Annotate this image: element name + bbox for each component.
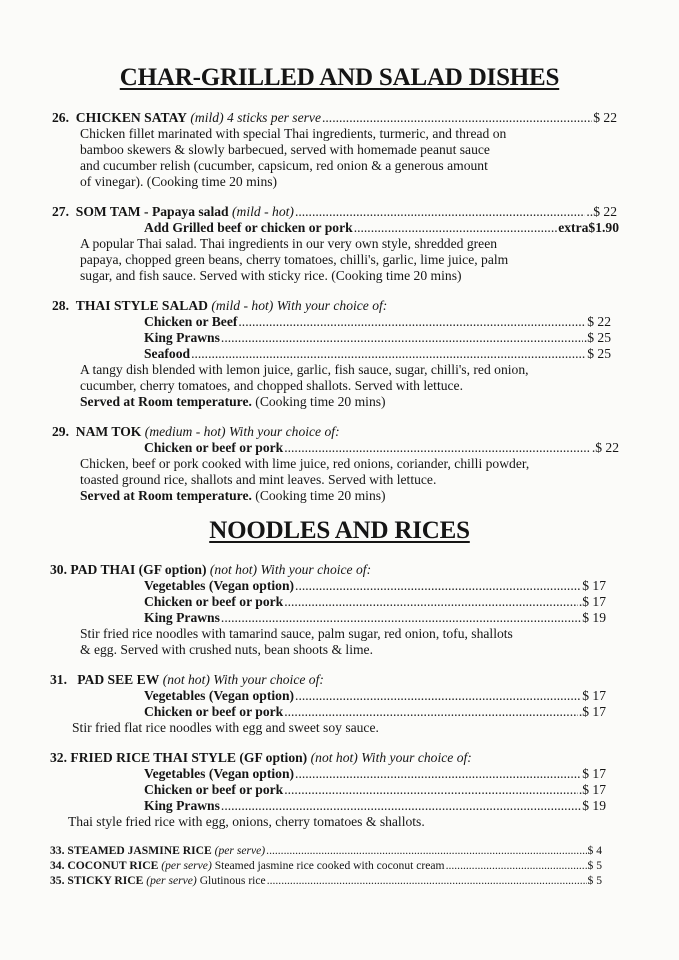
item-option	[144, 314, 611, 330]
leader-dots	[322, 110, 592, 126]
item-name: STICKY RICE	[67, 874, 144, 887]
item-note: (mild - hot) With your choice of:	[211, 298, 388, 313]
leader-dots	[284, 440, 591, 456]
option-label: King Prawns	[144, 330, 220, 345]
item-price: ..$ 22	[586, 204, 617, 219]
menu-item-27-extra	[144, 220, 619, 236]
item-note: (not hot) With your choice of:	[162, 672, 324, 687]
leader-dots	[446, 859, 587, 873]
leader-dots	[191, 346, 586, 362]
item-note: (mild - hot)	[232, 204, 294, 219]
cooking-time: (Cooking time 20 mins)	[251, 488, 386, 503]
leader-dots	[354, 220, 558, 236]
item-description-line: Chicken, beef or pork cooked with lime juice, red onions, coriander, chilli powder,	[80, 456, 530, 471]
section-title-char-grilled: CHAR-GRILLED AND SALAD DISHES	[119, 64, 560, 91]
item-description-line: Stir fried flat rice noodles with egg and sweet soy sauce.	[72, 720, 379, 735]
item-option	[144, 704, 606, 720]
item-note: (medium - hot) With your choice of:	[144, 424, 340, 439]
option-price: .$ 17	[578, 782, 606, 797]
section-title-noodles: NOODLES AND RICES	[209, 517, 470, 544]
cooking-time: (Cooking time 20 mins)	[251, 394, 386, 409]
item-option	[144, 610, 606, 626]
item-number: 31.	[50, 672, 67, 687]
option-label: Chicken or beef or pork	[144, 782, 284, 797]
leader-dots	[238, 314, 586, 330]
item-price: $ 4	[587, 844, 602, 857]
option-label: Chicken or Beef	[144, 314, 238, 329]
menu-item-31-header	[50, 672, 324, 688]
option-label: Vegetables (Vegan option)	[144, 688, 295, 703]
option-label: King Prawns	[144, 798, 220, 813]
menu-item-27-header	[52, 204, 617, 220]
leader-dots	[267, 874, 587, 888]
item-note: (per serve)	[214, 844, 266, 857]
item-option	[144, 578, 606, 594]
item-option	[144, 766, 606, 782]
leader-dots	[295, 688, 581, 704]
item-name: PAD SEE EW	[77, 672, 160, 687]
option-price: $ 25	[587, 346, 611, 361]
item-number: 28.	[52, 298, 69, 313]
option-price: $ 22	[587, 314, 611, 329]
option-label: Chicken or beef or pork	[144, 704, 284, 719]
item-description-line: of vinegar). (Cooking time 20 mins)	[80, 174, 278, 189]
option-price: $ 17	[582, 688, 606, 703]
item-description-line: Thai style fried rice with egg, onions, cherry tomatoes & shallots.	[68, 814, 425, 829]
item-description-line: cucumber, cherry tomatoes, and chopped shallots. Served with lettuce.	[80, 378, 463, 393]
item-option	[144, 688, 606, 704]
menu-item-28-header	[52, 298, 387, 314]
item-number: 26.	[52, 110, 69, 125]
item-name: STEAMED JASMINE RICE	[67, 844, 212, 857]
item-option	[144, 346, 611, 362]
menu-item-35	[50, 874, 602, 888]
item-name: SOM TAM - Papaya salad	[75, 204, 229, 219]
item-description-line: A tangy dish blended with lemon juice, garlic, fish sauce, sugar, chilli's, red onion,	[80, 362, 529, 377]
item-name: CHICKEN SATAY	[75, 110, 187, 125]
item-option	[144, 440, 619, 456]
item-number: 29.	[52, 424, 69, 439]
item-description-line: A popular Thai salad. Thai ingredients in our very own style, shredded green	[80, 236, 498, 251]
leader-dots	[284, 782, 578, 798]
item-description-line: Stir fried rice noodles with tamarind sauce, palm sugar, red onion, tofu, shallots	[80, 626, 513, 641]
item-number: 32.	[50, 750, 67, 765]
option-price: $ 17	[582, 578, 606, 593]
item-option	[144, 782, 606, 798]
item-description-line: bamboo skewers & slowly barbecued, served with homemade peanut sauce	[80, 142, 490, 157]
item-description: Glutinous rice	[199, 874, 266, 887]
item-description-line: papaya, chopped green beans, cherry tomatoes, chilli's, garlic, lime juice, palm	[80, 252, 509, 267]
item-price: $ 22	[593, 110, 617, 125]
item-price: $ 5	[587, 874, 602, 887]
option-price: $ 19	[582, 610, 606, 625]
option-label: King Prawns	[144, 610, 220, 625]
item-description: Steamed jasmine rice cooked with coconut cream	[214, 859, 445, 872]
item-number: 27.	[52, 204, 69, 219]
item-note: (not hot) With your choice of:	[310, 750, 472, 765]
option-label: Chicken or beef or pork	[144, 440, 284, 455]
option-label: Seafood	[144, 346, 191, 361]
item-name: THAI STYLE SALAD	[75, 298, 208, 313]
menu-item-32-header	[50, 750, 472, 766]
served-temperature: Served at Room temperature.	[80, 488, 252, 503]
item-description-line: & egg. Served with crushed nuts, bean shoots & lime.	[80, 642, 373, 657]
item-note: (per serve)	[146, 874, 197, 887]
item-description-line: sugar, and fish sauce. Served with sticky rice. (Cooking time 20 mins)	[80, 268, 462, 283]
option-label: Vegetables (Vegan option)	[144, 766, 295, 781]
item-number: 33.	[50, 844, 65, 857]
menu-item-26-header	[52, 110, 617, 126]
option-price: .$ 17	[578, 594, 606, 609]
item-description-line: toasted ground rice, shallots and mint leaves. Served with lettuce.	[80, 472, 437, 487]
menu-item-34	[50, 859, 602, 873]
leader-dots	[221, 798, 581, 814]
leader-dots	[221, 330, 583, 346]
option-price: .$ 25	[583, 330, 611, 345]
item-serving-note	[80, 488, 386, 504]
item-number: 35.	[50, 874, 65, 887]
item-note: (not hot) With your choice of:	[209, 562, 372, 577]
served-temperature: Served at Room temperature.	[80, 394, 252, 409]
menu-item-33	[50, 844, 602, 858]
option-price: .$ 17	[578, 704, 606, 719]
item-name: PAD THAI (GF option)	[70, 562, 207, 577]
menu-item-30-header	[50, 562, 371, 578]
leader-dots	[266, 844, 586, 858]
menu-item-29-header	[52, 424, 340, 440]
item-name: COCONUT RICE	[67, 859, 159, 872]
item-name: FRIED RICE THAI STYLE (GF option)	[70, 750, 308, 765]
option-label: Vegetables (Vegan option)	[144, 578, 295, 593]
item-option	[144, 330, 611, 346]
item-description-line: and cucumber relish (cucumber, capsicum, red onion & a generous amount	[80, 158, 488, 173]
item-note: (mild) 4 sticks per serve	[190, 110, 321, 125]
option-price: .$ 22	[591, 440, 619, 455]
leader-dots	[284, 704, 578, 720]
item-option	[144, 594, 606, 610]
leader-dots	[221, 610, 581, 626]
leader-dots	[284, 594, 578, 610]
leader-dots	[295, 204, 585, 220]
option-price: $ 19	[582, 798, 606, 813]
leader-dots	[295, 578, 581, 594]
extra-label: Add Grilled beef or chicken or pork	[144, 220, 353, 235]
item-number: 30.	[50, 562, 67, 577]
item-name: NAM TOK	[75, 424, 142, 439]
item-number: 34.	[50, 859, 65, 872]
option-label: Chicken or beef or pork	[144, 594, 284, 609]
item-price: $ 5	[587, 859, 602, 872]
leader-dots	[295, 766, 581, 782]
option-price: $ 17	[582, 766, 606, 781]
item-note: (per serve)	[161, 859, 212, 872]
item-option	[144, 798, 606, 814]
extra-price: extra$1.90	[558, 220, 619, 235]
item-serving-note	[80, 394, 386, 410]
item-description-line: Chicken fillet marinated with special Thai ingredients, turmeric, and thread on	[80, 126, 507, 141]
